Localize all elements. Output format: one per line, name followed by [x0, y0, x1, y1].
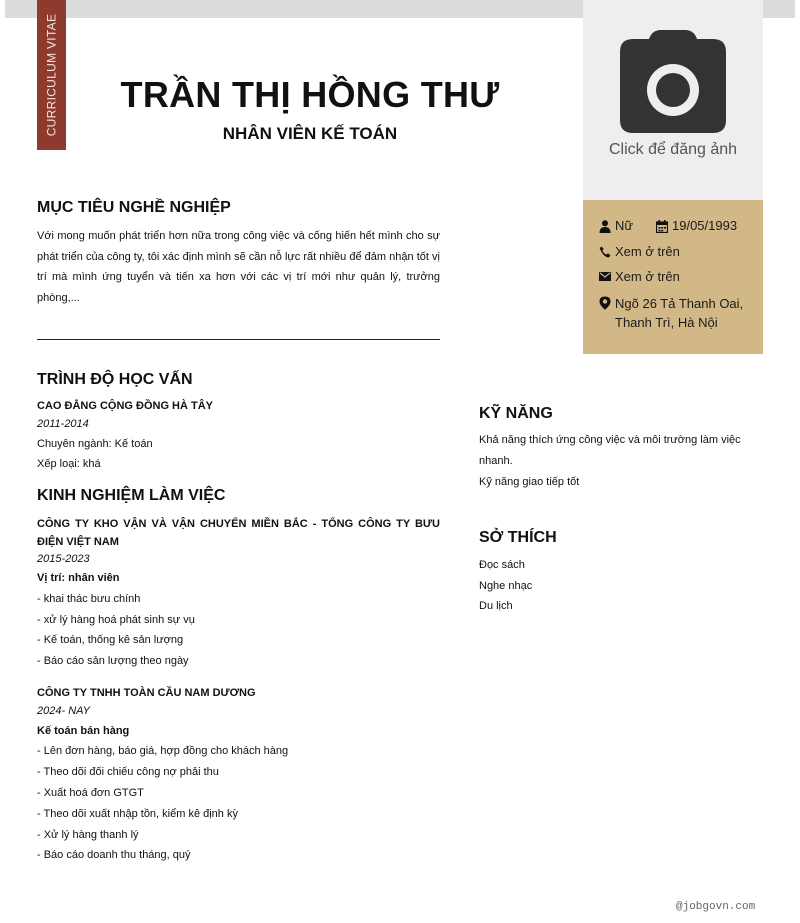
- address-row: [599, 294, 749, 332]
- candidate-name: TRẦN THỊ HỒNG THƯ: [120, 74, 500, 115]
- job-period: 2024- NAY: [37, 705, 90, 717]
- education-period: 2011-2014: [37, 418, 89, 430]
- job-company: CÔNG TY KHO VẬN VÀ VẬN CHUYỂN MIỀN BẮC - TỔNG CÔNG TY BƯU ĐIỆN VIỆT NAM: [37, 518, 440, 548]
- job-period: 2015-2023: [37, 553, 90, 565]
- person-icon: [599, 220, 611, 233]
- envelope-icon: [599, 271, 611, 282]
- job-task: - Báo cáo doanh thu tháng, quý: [37, 849, 191, 861]
- gender-value: Nữ: [615, 218, 634, 233]
- education-grade: Xếp loại: khá: [37, 458, 101, 470]
- job-task: - Lên đơn hàng, báo giá, hợp đồng cho khách hàng: [37, 745, 289, 757]
- job-task: - Báo cáo sản lượng theo ngày: [37, 655, 189, 667]
- phone-icon: [599, 246, 611, 258]
- objective-heading: MỤC TIÊU NGHỀ NGHIỆP: [37, 199, 231, 216]
- job-task: - Kế toán, thống kê sản lượng: [37, 634, 184, 646]
- cv-badge-label: CURRICULUM VITAE: [44, 13, 59, 137]
- job-task: - Xuất hoá đơn GTGT: [37, 787, 144, 799]
- job-company: CÔNG TY TNHH TOÀN CẦU NAM DƯƠNG: [37, 687, 256, 699]
- email-row: [599, 269, 680, 284]
- skill-item: Kỹ năng giao tiếp tốt: [479, 476, 580, 488]
- section-divider: [37, 339, 440, 340]
- job-task: - khai thác bưu chính: [37, 593, 141, 605]
- gender-row: [599, 218, 633, 233]
- photo-caption: Click để đăng ảnh: [608, 141, 738, 158]
- cv-badge: [37, 0, 66, 150]
- skills-heading: KỸ NĂNG: [479, 405, 553, 422]
- hobby-item: Đọc sách: [479, 559, 525, 571]
- job-task: - xử lý hàng hoá phát sinh sự vụ: [37, 614, 195, 626]
- footer-credit: @jobgovn.com: [676, 901, 756, 913]
- skills-list: [479, 430, 759, 493]
- calendar-icon: [656, 220, 668, 233]
- school-name: CAO ĐẲNG CỘNG ĐỒNG HÀ TÂY: [37, 400, 213, 412]
- job-task: - Xử lý hàng thanh lý: [37, 829, 139, 841]
- contact-box: [583, 200, 763, 354]
- skill-item: Khả năng thích ứng công việc và môi trường làm việc nhanh.: [479, 434, 741, 467]
- job-position: Vị trí: nhân viên: [37, 572, 120, 584]
- address-value: Ngõ 26 Tả Thanh Oai, Thanh Trì, Hà Nội: [615, 296, 744, 330]
- education-heading: TRÌNH ĐỘ HỌC VẤN: [37, 371, 193, 388]
- hobbies-heading: SỞ THÍCH: [479, 529, 557, 546]
- location-pin-icon: [599, 296, 611, 310]
- job-position: Kế toán bán hàng: [37, 725, 130, 737]
- email-value: Xem ở trên: [615, 269, 680, 284]
- hobby-item: Du lịch: [479, 600, 513, 612]
- phone-row: [599, 244, 680, 259]
- phone-value: Xem ở trên: [615, 244, 680, 259]
- hobby-item: Nghe nhạc: [479, 580, 533, 592]
- camera-icon: [619, 29, 727, 133]
- experience-heading: KINH NGHIỆM LÀM VIỆC: [37, 487, 226, 504]
- birthdate-value: 19/05/1993: [672, 218, 738, 233]
- birthdate-row: [656, 218, 737, 233]
- job-title: NHÂN VIÊN KẾ TOÁN: [222, 124, 398, 143]
- job-task: - Theo dõi xuất nhập tồn, kiểm kê định kỳ: [37, 808, 238, 820]
- education-major: Chuyên ngành: Kế toán: [37, 438, 153, 450]
- objective-text: Với mong muốn phát triển hơn nữa trong công việc và cống hiến hết mình cho sự phát triển của công ty, tôi xác định mình sẽ cần nỗ lực rất nhiều để đảm nhận tốt vị trí mà mình ứng tuyển và tiến xa hơn với các vị trí mới như quản lý, trưởng phòng,...: [37, 230, 440, 305]
- photo-upload[interactable]: [583, 0, 763, 200]
- job-task: - Theo dõi đối chiếu công nợ phải thu: [37, 766, 219, 778]
